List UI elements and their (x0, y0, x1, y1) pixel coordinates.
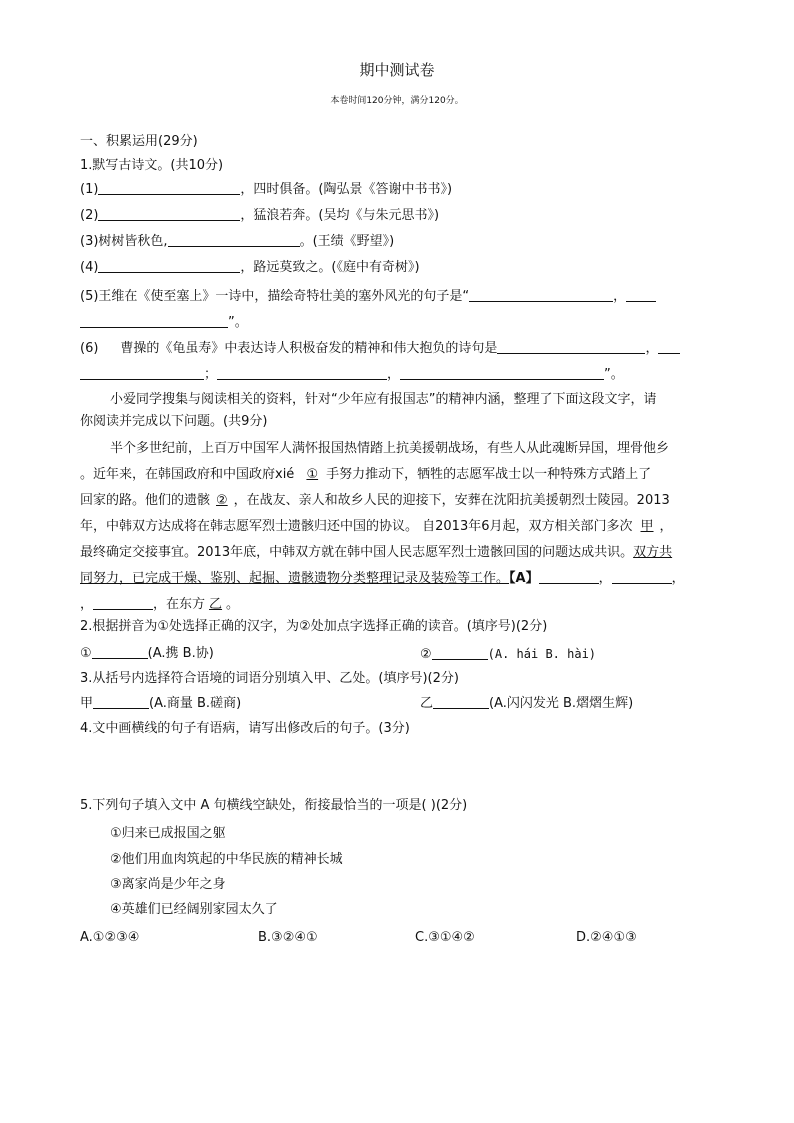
passage-intro-line2: 你阅读并完成以下问题。(共9分) (80, 414, 268, 429)
underlined-sentence: 双方共 (633, 545, 673, 560)
answer-blank[interactable] (626, 289, 656, 302)
answer-blank[interactable] (92, 646, 148, 659)
q3-left: 甲 (A.商量 B.磋商) (80, 696, 242, 711)
q1-item-5-cont: ”。 (80, 315, 248, 331)
q1-stem: 1.默写古诗文。(共10分) (80, 158, 224, 173)
q5-sentence-1: ①归来已成报国之躯 (110, 826, 226, 841)
blank-marker-jia: 甲 (640, 519, 654, 534)
passage-intro-line1: 小爱同学搜集与阅读相关的资料，针对“少年应有报国志”的精神内涵，整理了下面这段文字，请 (110, 392, 657, 407)
answer-blank[interactable] (539, 571, 599, 584)
passage-line-2: 。近年来，在韩国政府和中国政府xié ① 手努力推动下，牺牲的志愿军战士以一种特殊方式踏上了 (80, 467, 652, 482)
answer-blank[interactable] (80, 367, 204, 380)
answer-blank[interactable] (80, 315, 228, 328)
q4-stem: 4.文中画横线的句子有语病，请写出修改后的句子。(3分) (80, 721, 410, 736)
section-heading: 一、积累运用(29分) (80, 134, 198, 149)
q1-item-5: (5)王维在《使至塞上》一诗中，描绘奇特壮美的塞外风光的句子是“ ， (80, 289, 656, 305)
passage-line-4: 年，中韩双方达成将在韩志愿军烈士遗骸归还中国的协议。 自2013年6月起，双方相关部门多次 甲 ， (80, 519, 673, 534)
passage-line-7: ， ，在东方 乙 。 (80, 597, 240, 612)
q1-item-6-cont: ； ， ”。 (80, 367, 624, 383)
answer-blank[interactable] (93, 597, 153, 610)
passage-line-1: 半个多世纪前，上百万中国军人满怀报国热情踏上抗美援朝战场，有些人从此魂断异国，埋骨他乡 (110, 441, 670, 456)
answer-blank[interactable] (469, 289, 613, 302)
blank-marker-a: 【A】 (509, 571, 539, 586)
q2-left: ① (A.携 B.协) (80, 646, 214, 661)
q1-item-6: (6) 曹操的《龟虽寿》中表达诗人积极奋发的精神和伟大抱负的诗句是 ， (80, 341, 680, 357)
answer-blank[interactable] (217, 367, 387, 380)
answer-blank[interactable] (98, 208, 240, 221)
answer-blank[interactable] (497, 341, 645, 354)
answer-blank[interactable] (400, 367, 604, 380)
q1-item-4: (4) ，路远莫致之。(《庭中有奇树》) (80, 260, 420, 275)
answer-blank[interactable] (98, 182, 240, 195)
answer-blank[interactable] (433, 696, 489, 709)
passage-line-5: 最终确定交接事宜。2013年底，中韩双方就在韩中国人民志愿军烈士遗骸回国的问题达成共识。双方共 (80, 545, 673, 560)
blank-marker-2: ② (216, 493, 228, 508)
q5-choice-c[interactable]: C.③①④② (415, 930, 475, 945)
page-title: 期中测试卷 (359, 61, 435, 79)
q5-sentence-3: ③离家尚是少年之身 (110, 877, 226, 892)
q1-item-2: (2) ，猛浪若奔。(吴均《与朱元思书》) (80, 208, 440, 223)
answer-blank[interactable] (612, 571, 672, 584)
q5-choice-d[interactable]: D.②④①③ (576, 930, 637, 945)
q2-stem: 2.根据拼音为①处选择正确的汉字，为②处加点字选择正确的读音。(填序号)(2分) (80, 619, 548, 634)
underlined-sentence: 同努力，已完成干燥、鉴别、起掘、遗骸遗物分类整理记录及装殓等工作。 (80, 571, 510, 586)
answer-blank[interactable] (98, 260, 240, 273)
answer-blank[interactable] (168, 234, 300, 247)
answer-blank[interactable] (658, 341, 680, 354)
q5-sentence-2: ②他们用血肉筑起的中华民族的精神长城 (110, 852, 343, 867)
blank-marker-1: ① (306, 467, 319, 482)
q5-choice-b[interactable]: B.③②④① (258, 930, 318, 945)
passage-line-6: 同努力，已完成干燥、鉴别、起掘、遗骸遗物分类整理记录及装殓等工作。【A】 ， ， (80, 571, 685, 586)
q5-choice-a[interactable]: A.①②③④ (80, 930, 140, 945)
q1-item-3: (3)树树皆秋色, 。(王绩《野望》) (80, 234, 395, 249)
q1-item-1: (1) ，四时俱备。(陶弘景《答谢中书书》) (80, 182, 453, 197)
q3-stem: 3.从括号内选择符合语境的词语分别填入甲、乙处。(填序号)(2分) (80, 671, 459, 686)
exam-info: 本卷时间120分钟，满分120分。 (330, 96, 464, 106)
answer-blank[interactable] (432, 647, 488, 660)
blank-marker-yi: 乙 (209, 597, 223, 612)
q2-right: ② (A. hái B. hài) (420, 647, 597, 662)
q3-right: 乙 (A.闪闪发光 B.熠熠生辉) (420, 696, 634, 711)
passage-line-3: 回家的路。他们的遗骸 ② ，在战友、亲人和故乡人民的迎接下，安葬在沈阳抗美援朝烈士陵园。2013 (80, 493, 670, 508)
q5-stem: 5.下列句子填入文中 A 句横线空缺处，衔接最恰当的一项是( )(2分) (80, 798, 468, 813)
answer-blank[interactable] (93, 696, 149, 709)
q5-sentence-4: ④英雄们已经阔别家园太久了 (110, 902, 278, 917)
